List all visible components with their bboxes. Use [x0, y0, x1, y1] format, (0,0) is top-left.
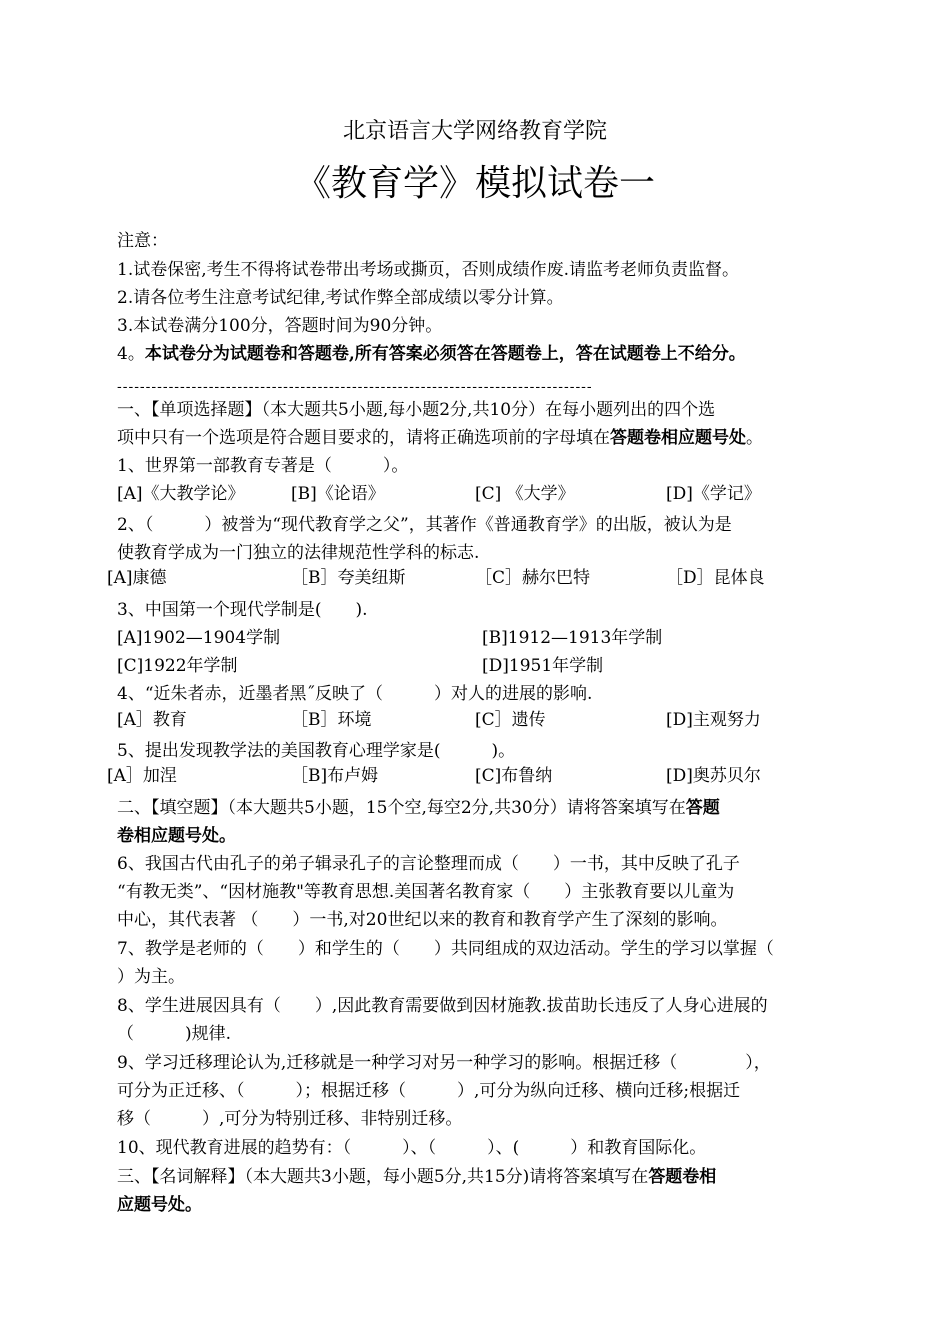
note-1: 1.试卷保密,考生不得将试卷带出考场或撕页，否则成绩作废.请监考老师负责监督。: [117, 260, 740, 280]
section-1-instructions-line-1: 一、【单项选择题】（本大题共5小题,每小题2分,共10分）在每小题列出的四个选: [117, 400, 716, 420]
q4-stem: 4、“近朱者赤，近墨者黑˝反映了（ ）对人的进展的影响.: [117, 684, 593, 704]
section-2-bold-a: 答题: [685, 798, 720, 818]
q5-stem: 5、提出发现教学法的美国教育心理学家是( )。: [117, 741, 516, 761]
note-4-bold: 本试卷分为试题卷和答题卷,所有答案必须答在答题卷上，答在试题卷上不给分。: [144, 344, 746, 364]
note-4: [117, 343, 746, 365]
q8-line-2: （ )规律.: [117, 1024, 232, 1044]
q3-stem: 3、中国第一个现代学制是( ).: [117, 600, 368, 620]
q10-line-1: 10、现代教育进展的趋势有：（ ）、（ ）、( ）和教育国际化。: [117, 1138, 707, 1158]
q6-line-2: “有教无类”、“因材施教"等教育思想.美国著名教育家（ ）主张教育要以儿童为: [117, 882, 735, 902]
q6-line-3: 中心，其代表著 （ ）一书,对20世纪以来的教育和教育学产生了深刻的影响。: [117, 910, 728, 930]
q5-option-c: [C]布鲁纳: [475, 766, 553, 786]
q1-stem: 1、世界第一部教育专著是（ ）。: [117, 456, 409, 476]
exam-title: 《教育学》模拟试卷一: [294, 163, 655, 204]
q3-option-d: [D]1951年学制: [482, 656, 604, 676]
q9-line-2: 可分为正迁移、（ ）；根据迁移（ ）,可分为纵向迁移、横向迁移;根据迁: [117, 1081, 741, 1101]
q4-option-a: [A］教育: [117, 710, 187, 730]
q2-stem-line-2: 使教育学成为一门独立的法律规范性学科的标志.: [117, 543, 480, 563]
q4-option-d: [D]主观努力: [666, 710, 761, 730]
note-2: 2.请各位考生注意考试纪律,考试作弊全部成绩以零分计算。: [117, 288, 564, 308]
note-4-number: 4。: [117, 344, 145, 364]
q5-option-b: ［B]布卢姆: [291, 766, 379, 786]
q3-option-b: [B]1912—1913年学制: [482, 628, 663, 648]
q4-option-c: [C］遗传: [475, 710, 546, 730]
q3-option-c: [C]1922年学制: [117, 656, 238, 676]
q2-option-c: ［C］赫尔巴特: [475, 568, 591, 588]
q7-line-2: ）为主。: [117, 967, 185, 987]
section-1-bold: 答题卷相应题号处: [610, 428, 746, 448]
section-3-instructions-line-1: [117, 1166, 716, 1188]
q9-line-1: 9、学习迁移理论认为,迁移就是一种学习对另一种学习的影响。根据迁移（ ），: [117, 1053, 771, 1073]
q5-option-a: [A］加涅: [107, 766, 177, 786]
q8-line-1: 8、学生进展因具有（ ）,因此教育需要做到因材施教.拔苗助长违反了人身心进展的: [117, 996, 768, 1016]
q1-option-d: [D]《学记》: [666, 484, 761, 504]
section-3-text: 三、【名词解释】（本大题共3小题，每小题5分,共15分)请将答案填写在: [117, 1167, 649, 1187]
section-1-instructions-line-2: [117, 427, 763, 449]
section-3-instructions-line-2: 应题号处。: [117, 1195, 202, 1215]
section-2-instructions-line-2: 卷相应题号处。: [117, 826, 236, 846]
q1-option-c: [C] 《大学》: [475, 484, 575, 504]
q1-option-b: [B]《论语》: [291, 484, 385, 504]
q1-option-a: [A]《大教学论》: [117, 484, 245, 504]
q2-option-d: ［D］昆体良: [666, 568, 765, 588]
q2-option-b: ［B］夸美纽斯: [291, 568, 406, 588]
q9-line-3: 移（ ）,可分为特别迁移、非特别迁移。: [117, 1109, 463, 1129]
q2-stem-line-1: 2、（ ）被誉为“现代教育学之父”，其著作《普通教育学》的出版，被认为是: [117, 515, 732, 535]
note-3: 3.本试卷满分100分，答题时间为90分钟。: [117, 316, 443, 336]
section-3-bold-a: 答题卷相: [648, 1167, 717, 1187]
q3-option-a: [A]1902—1904学制: [117, 628, 281, 648]
q4-option-b: ［B］环境: [291, 710, 372, 730]
section-1-end: 。: [746, 428, 763, 448]
institution-name: 北京语言大学网络教育学院: [342, 119, 607, 144]
section-2-instructions-line-1: [117, 797, 720, 819]
notes-heading: 注意：: [117, 231, 168, 251]
q7-line-1: 7、教学是老师的（ ）和学生的（ ）共同组成的双边活动。学生的学习以掌握（: [117, 939, 774, 959]
section-1-text: 项中只有一个选项是符合题目要求的，请将正确选项前的字母填在: [117, 428, 610, 448]
q5-option-d: [D]奥苏贝尔: [666, 766, 761, 786]
section-2-text: 二、【填空题】（本大题共5小题，15个空,每空2分,共30分）请将答案填写在: [117, 798, 686, 818]
q6-line-1: 6、我国古代由孔子的弟子辑录孔子的言论整理而成（ ）一书，其中反映了孔子: [117, 854, 740, 874]
dashed-divider: -----------------------------------------------------------------------------------: [117, 379, 593, 395]
q2-option-a: [A]康德: [107, 568, 167, 588]
